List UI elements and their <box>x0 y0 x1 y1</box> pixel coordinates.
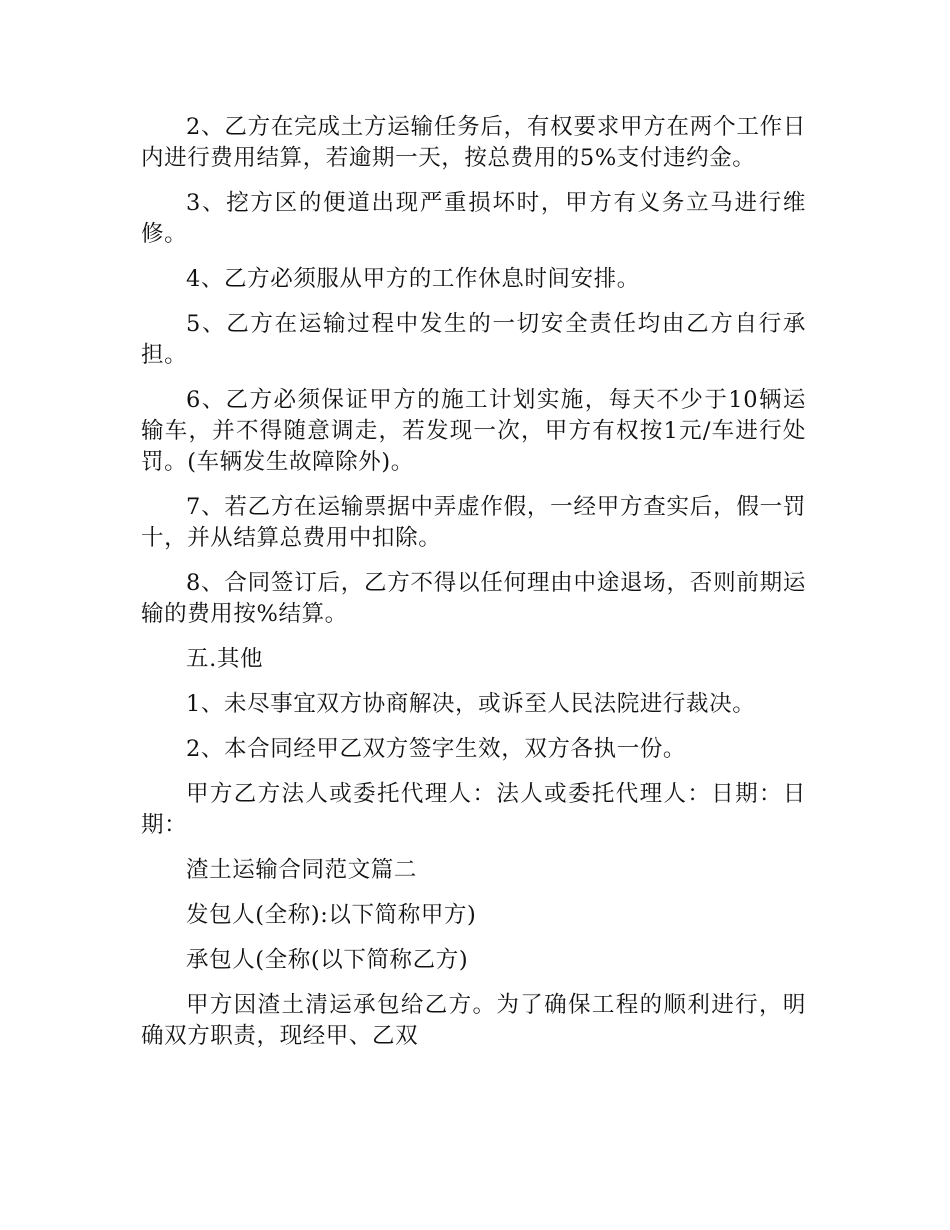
clause-6-vehicles: 6、乙方必须保证甲方的施工计划实施，每天不少于10辆运输车，并不得随意调走，若发现一次，甲方有权按1元/车进行处罚。(车辆发生故障除外)。 <box>141 387 806 475</box>
clause-3-road-repair: 3、挖方区的便道出现严重损坏时，甲方有义务立马进行维修。 <box>141 190 806 247</box>
other-clause-1: 1、未尽事宜双方协商解决，或诉至人民法院进行裁决。 <box>186 691 756 717</box>
party-b-line: 承包人(全称(以下简称乙方) <box>186 947 469 973</box>
clause-4-work-schedule: 4、乙方必须服从甲方的工作休息时间安排。 <box>186 266 640 292</box>
clause-5-safety: 5、乙方在运输过程中发生的一切安全责任均由乙方自行承担。 <box>141 311 806 368</box>
section-heading-other: 五.其他 <box>186 646 264 672</box>
preamble-paragraph: 甲方因渣土清运承包给乙方。为了确保工程的顺利进行，明确双方职责，现经甲、乙双 <box>141 992 806 1049</box>
party-a-line: 发包人(全称):以下简称甲方) <box>186 902 477 928</box>
clause-7-fraud-penalty: 7、若乙方在运输票据中弄虚作假，一经甲方查实后，假一罚十，并从结算总费用中扣除。 <box>141 494 806 551</box>
document-body <box>141 112 806 1066</box>
signature-line: 甲方乙方法人或委托代理人：法人或委托代理人：日期：日期： <box>141 781 806 838</box>
article-two-title: 渣土运输合同范文篇二 <box>186 857 418 883</box>
clause-2-settlement: 2、乙方在完成土方运输任务后，有权要求甲方在两个工作日内进行费用结算，若逾期一天，按总费用的5%支付违约金。 <box>141 114 806 171</box>
clause-8-withdrawal: 8、合同签订后，乙方不得以任何理由中途退场，否则前期运输的费用按%结算。 <box>141 570 806 627</box>
other-clause-2: 2、本合同经甲乙双方签字生效，双方各执一份。 <box>186 736 687 762</box>
